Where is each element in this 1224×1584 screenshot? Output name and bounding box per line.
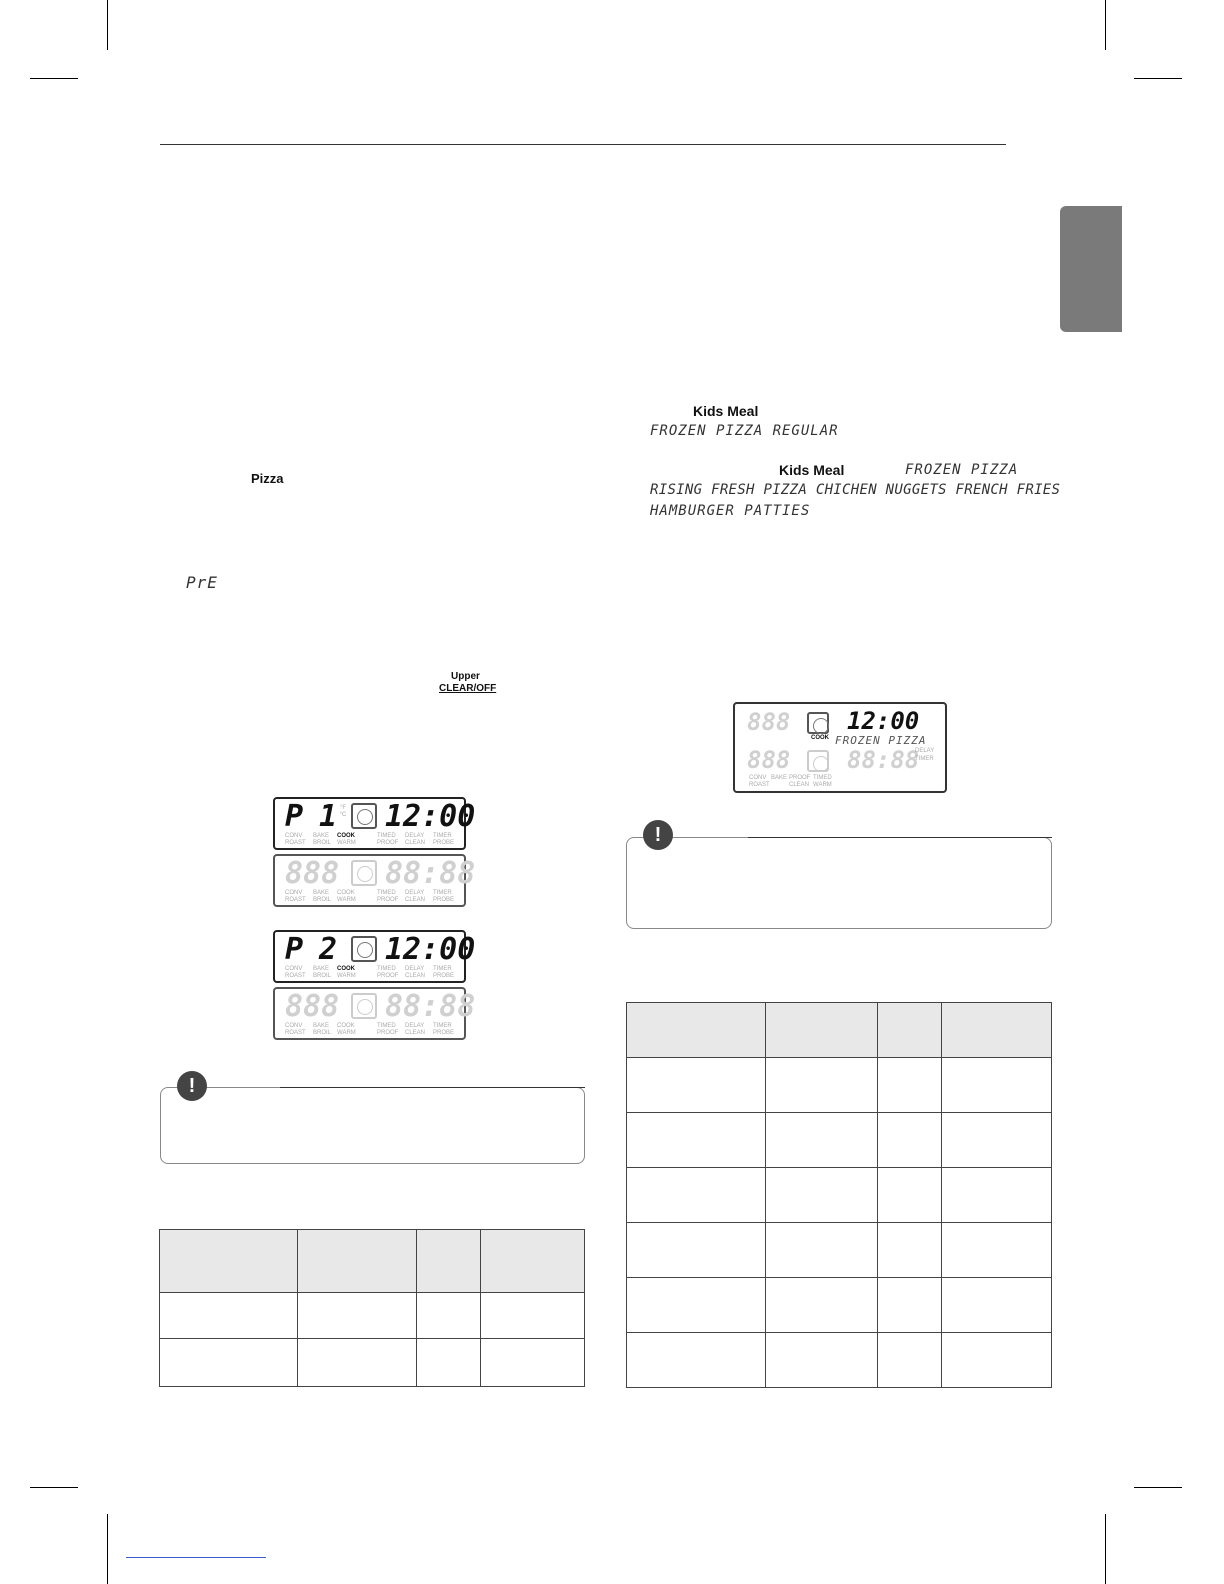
timed-label: TIMED <box>377 890 396 896</box>
bake-label: BAKE <box>313 890 330 896</box>
warm-label: WARM <box>813 782 832 788</box>
display-time: 12:00 <box>385 932 476 967</box>
display-time: 88:88 <box>385 989 476 1024</box>
timed-label: TIMED <box>377 833 396 839</box>
table-row <box>160 1293 585 1339</box>
display-temp: 888 <box>747 746 791 774</box>
display-time: 12:00 <box>847 707 920 735</box>
note-box <box>626 837 1052 929</box>
oven-display-lower <box>273 854 476 907</box>
table-row <box>627 1278 1052 1333</box>
header-rule <box>160 144 1006 145</box>
conv-label: CONV <box>285 890 303 896</box>
pre-display-text: PrE <box>186 573 218 592</box>
crop-mark <box>107 1514 108 1584</box>
delay-label: DELAY <box>405 890 425 896</box>
warm-label: WARM <box>337 840 356 846</box>
clear-off-label: CLEAR/OFF <box>439 683 497 694</box>
crop-mark <box>1105 1514 1106 1584</box>
footer-link-underline <box>126 1557 266 1558</box>
crop-mark <box>1134 78 1182 79</box>
roast-label: ROAST <box>285 973 306 979</box>
warm-label: WARM <box>337 973 356 979</box>
kids-meal-label: Kids Meal <box>693 403 759 419</box>
delay-label: DELAY <box>405 966 425 972</box>
proof-label: PROOF <box>789 775 811 781</box>
bake-label: BAKE <box>313 966 330 972</box>
fan-icon <box>351 936 377 962</box>
roast-label: ROAST <box>285 840 306 846</box>
upper-label: Upper <box>451 671 480 682</box>
cook-label: COOK <box>811 735 829 741</box>
kids-meal-display <box>733 702 947 793</box>
crop-mark <box>30 78 78 79</box>
probe-label: PROBE <box>433 840 455 846</box>
oven-display-upper <box>273 797 476 850</box>
conv-label: CONV <box>285 833 303 839</box>
table-row <box>627 1168 1052 1223</box>
cook-label: COOK <box>337 833 355 839</box>
table-row <box>627 1223 1052 1278</box>
display-time: 12:00 <box>385 799 476 834</box>
crop-mark <box>1105 0 1106 50</box>
broil-label: BROIL <box>313 1030 332 1036</box>
fan-icon <box>351 993 377 1019</box>
timed-label: TIMED <box>813 775 832 781</box>
display-temp: 888 <box>747 708 791 736</box>
probe-label: PROBE <box>433 897 455 903</box>
oven-display-lower <box>273 987 476 1040</box>
bake-label: BAKE <box>313 833 330 839</box>
delay-label: DELAY <box>405 833 425 839</box>
section-tab <box>1060 206 1122 332</box>
kids-meal-label: Kids Meal <box>779 462 845 478</box>
display-time: 88:88 <box>847 746 920 774</box>
cook-label: COOK <box>337 966 355 972</box>
display-mode: P <box>285 799 304 834</box>
table-header-row <box>160 1230 585 1293</box>
conv-label: CONV <box>285 1023 303 1029</box>
table-header-row <box>627 1003 1052 1058</box>
proof-label: PROOF <box>377 1030 399 1036</box>
proof-label: PROOF <box>377 973 399 979</box>
pizza-label: Pizza <box>251 471 284 486</box>
frozen-pizza-text: FROZEN PIZZA <box>905 462 1019 478</box>
conv-label: CONV <box>285 966 303 972</box>
warm-label: WARM <box>337 1030 356 1036</box>
crop-mark <box>1134 1487 1182 1488</box>
display-temp: 888 <box>285 989 340 1024</box>
hamburger-patties-text: HAMBURGER PATTIES <box>650 503 811 519</box>
table-row <box>627 1113 1052 1168</box>
frozen-pizza-regular-text: FROZEN PIZZA REGULAR <box>650 423 839 439</box>
clean-label: CLEAN <box>789 782 810 788</box>
cook-label: COOK <box>337 890 355 896</box>
display-time: 88:88 <box>385 856 476 891</box>
clean-label: CLEAN <box>405 840 426 846</box>
timer-label: TIMER <box>433 833 452 839</box>
oven-display-upper <box>273 930 476 983</box>
note-divider <box>748 837 1052 838</box>
note-divider <box>280 1087 585 1088</box>
cook-label: COOK <box>337 1023 355 1029</box>
roast-label: ROAST <box>285 1030 306 1036</box>
table-row <box>627 1333 1052 1388</box>
fan-icon <box>351 803 377 829</box>
note-box <box>160 1087 585 1164</box>
delay-label: DELAY <box>915 748 935 754</box>
timed-label: TIMED <box>377 1023 396 1029</box>
timer-label: TIMER <box>433 1023 452 1029</box>
exclamation-icon: ! <box>643 820 673 850</box>
display-food-text: FROZEN PIZZA <box>835 734 927 747</box>
table-row <box>160 1339 585 1387</box>
clean-label: CLEAN <box>405 897 426 903</box>
proof-label: PROOF <box>377 840 399 846</box>
fan-icon <box>351 860 377 886</box>
delay-label: DELAY <box>405 1023 425 1029</box>
timer-label: TIMER <box>433 966 452 972</box>
table-row <box>627 1058 1052 1113</box>
broil-label: BROIL <box>313 897 332 903</box>
crop-mark <box>30 1487 78 1488</box>
exclamation-icon: ! <box>177 1071 207 1101</box>
kids-options-text: RISING FRESH PIZZA CHICHEN NUGGETS FRENCH FRIES <box>650 482 1061 498</box>
clean-label: CLEAN <box>405 1030 426 1036</box>
display-temp: 888 <box>285 856 340 891</box>
timer-label: TIMER <box>433 890 452 896</box>
proof-label: PROOF <box>377 897 399 903</box>
display-mode: P <box>285 932 304 967</box>
degree-label: °F °C <box>339 805 347 818</box>
bake-label: BAKE <box>313 1023 330 1029</box>
broil-label: BROIL <box>313 840 332 846</box>
fan-icon <box>807 712 829 734</box>
timed-label: TIMED <box>377 966 396 972</box>
timer-label: TIMER <box>915 756 934 762</box>
cooking-table <box>159 1229 585 1387</box>
broil-label: BROIL <box>313 973 332 979</box>
warm-label: WARM <box>337 897 356 903</box>
cooking-table <box>626 1002 1052 1388</box>
display-program-number: 1 <box>319 799 338 834</box>
probe-label: PROBE <box>433 1030 455 1036</box>
display-program-number: 2 <box>319 932 338 967</box>
bake-label: BAKE <box>771 775 788 781</box>
roast-label: ROAST <box>285 897 306 903</box>
conv-label: CONV <box>749 775 767 781</box>
fan-icon <box>807 750 829 772</box>
crop-mark <box>107 0 108 50</box>
probe-label: PROBE <box>433 973 455 979</box>
clean-label: CLEAN <box>405 973 426 979</box>
roast-label: ROAST <box>749 782 770 788</box>
